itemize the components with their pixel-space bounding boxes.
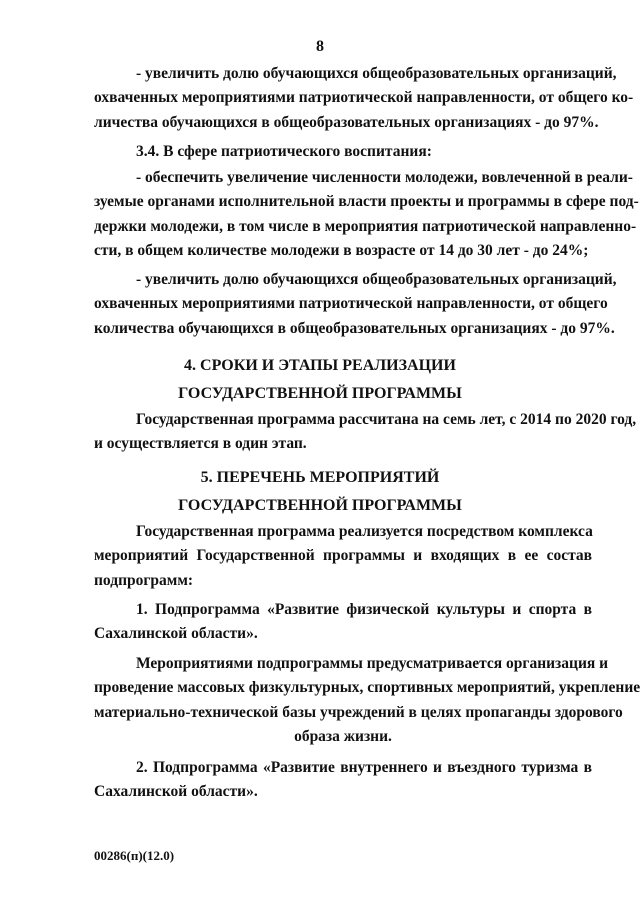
text-line: охваченных мероприятиями патриотической направленности, от общего xyxy=(94,295,608,313)
text-line: 1. Подпрограмма «Развитие физической культуры и спорта в xyxy=(136,601,592,618)
paragraph-goal-share-students-2 xyxy=(94,268,617,341)
text-line: Мероприятиями подпрограммы предусматривается организация и xyxy=(136,655,609,672)
text-line: охваченных мероприятиями патриотической направленности, от общего ко- xyxy=(94,89,634,107)
heading-line: 4. СРОКИ И ЭТАПЫ РЕАЛИЗАЦИИ xyxy=(184,357,456,374)
paragraph-program-composition xyxy=(94,520,592,593)
text-line: личества обучающихся в общеобразовательных организациях - до 97%. xyxy=(94,113,599,131)
text-line: - увеличить долю обучающихся общеобразовательных организаций, xyxy=(136,65,617,82)
text-line: - увеличить долю обучающихся общеобразовательных организаций, xyxy=(136,271,617,288)
paragraph-subprogram-2 xyxy=(94,756,592,805)
page-number: 8 xyxy=(316,38,324,55)
text-line: Государственная программа реализуется посредством комплекса xyxy=(136,523,593,540)
text-line: проведение массовых физкультурных, спортивных мероприятий, укрепление xyxy=(94,679,640,697)
paragraph-subprogram-1-measures xyxy=(94,652,640,749)
text-line: Сахалинской области». xyxy=(94,783,258,801)
paragraph-program-duration xyxy=(94,408,637,457)
heading-line: ГОСУДАРСТВЕННОЙ ПРОГРАММЫ xyxy=(178,385,462,402)
text-line: мероприятий Государственной программы и входящих в ее состав xyxy=(94,547,592,565)
paragraph-patriotic-section xyxy=(94,140,592,164)
heading-line: 5. ПЕРЕЧЕНЬ МЕРОПРИЯТИЙ xyxy=(200,469,440,486)
section-heading-4 xyxy=(0,354,640,406)
section-heading-5 xyxy=(0,466,640,518)
paragraph-goal-share-students-1 xyxy=(94,62,634,135)
text-line: Государственная программа рассчитана на семь лет, с 2014 по 2020 год, xyxy=(136,411,637,428)
paragraph-youth-involvement xyxy=(94,166,639,263)
text-line: сти, в общем количестве молодежи в возрасте от 14 до 30 лет - до 24%; xyxy=(94,241,589,259)
text-line: 2. Подпрограмма «Развитие внутреннего и въездного туризма в xyxy=(136,759,592,776)
text-line: и осуществляется в один этап. xyxy=(94,435,307,453)
heading-line: ГОСУДАРСТВЕННОЙ ПРОГРАММЫ xyxy=(178,497,462,514)
text-line: Сахалинской области». xyxy=(94,625,258,643)
text-line: - обеспечить увеличение численности молодежи, вовлеченной в реали- xyxy=(136,169,633,186)
text-line: образа жизни. xyxy=(294,727,392,745)
document-code: 00286(п)(12.0) xyxy=(94,848,175,863)
paragraph-subprogram-1 xyxy=(94,598,592,647)
text-line: количества обучающихся в общеобразовательных организациях - до 97%. xyxy=(94,319,615,337)
text-line: 3.4. В сфере патриотического воспитания: xyxy=(136,143,432,160)
text-line: материально-технической базы учреждений в целях пропаганды здорового xyxy=(94,703,623,721)
text-line: держки молодежи, в том числе в мероприятия патриотической направленно- xyxy=(94,217,637,235)
text-line: подпрограмм: xyxy=(94,571,194,589)
text-line: зуемые органами исполнительной власти проекты и программы в сфере под- xyxy=(94,193,639,211)
